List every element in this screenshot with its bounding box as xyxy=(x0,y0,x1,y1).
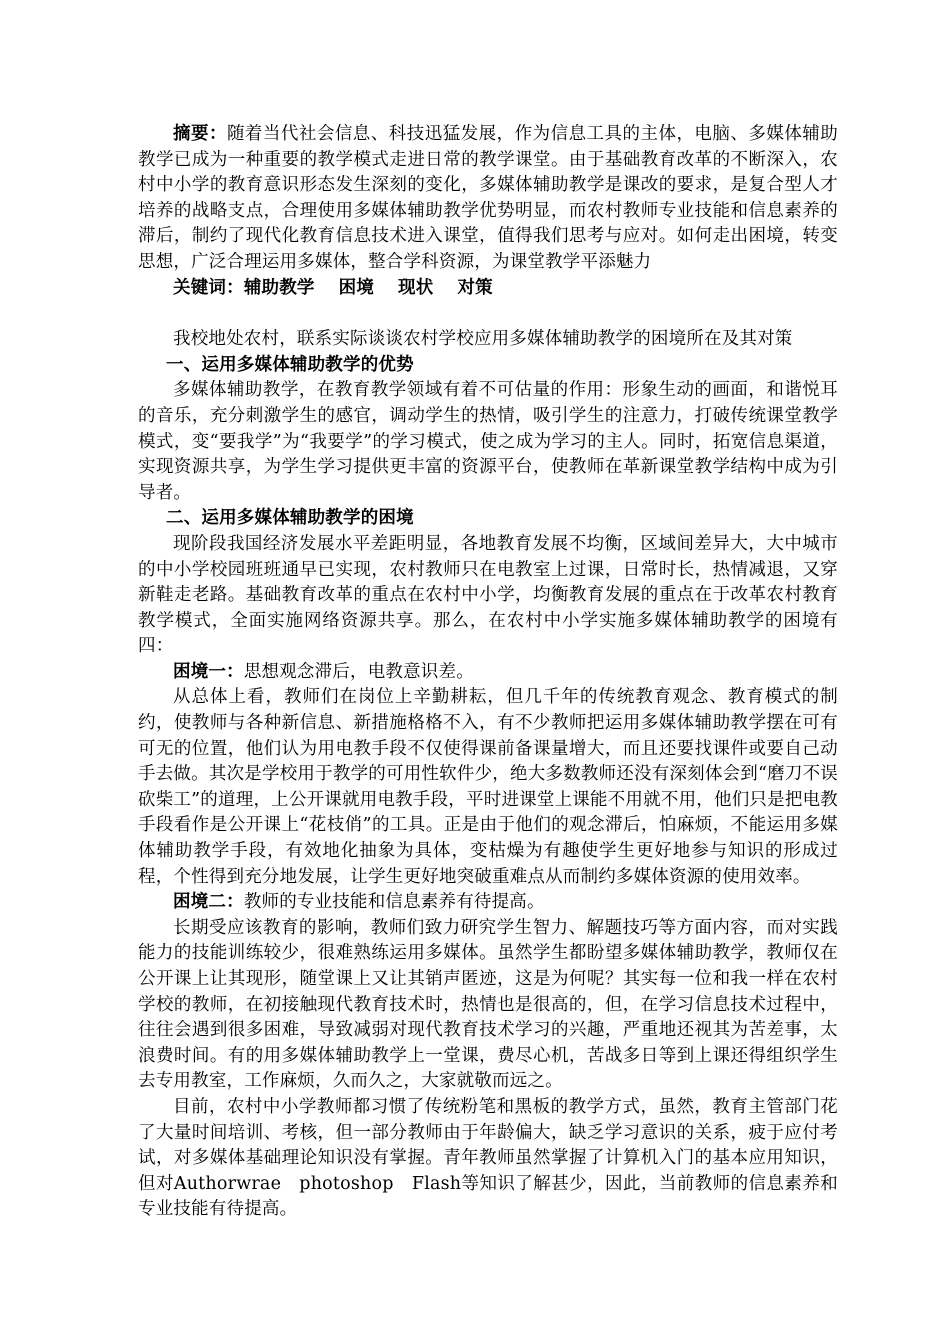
dilemma-2-title: 教师的专业技能和信息素养有待提高。 xyxy=(243,892,545,913)
section-1-paragraph: 多媒体辅助教学，在教育教学领域有着不可估量的作用：形象生动的画面，和谐悦耳的音乐，充分刺激学生的感官，调动学生的热情，吸引学生的注意力，打破传统课堂教学模式，变“要我学”为“我要学”的学习模式，使之成为学习的主人。同时，拓宽信息渠道，实现资源共享，为学生学习提供更丰富的资源平台，使教师在革新课堂教学结构中成为引导者。 xyxy=(138,380,838,503)
dilemma-1-paragraph: 从总体上看，教师们在岗位上辛勤耕耘，但几千年的传统教育观念、教育模式的制约，使教师与各种新信息、新措施格格不入，有不少教师把运用多媒体辅助教学摆在可有可无的位置，他们认为用电教手段不仅使得课前备课量增大，而且还要找课件或要自己动手去做。其次是学校用于教学的可用性软件少，绝大多数教师还没有深刻体会到“磨刀不误砍柴工”的道理，上公开课就用电教手段，平时进课堂上课能不用就不用，他们只是把电教手段看作是公开课上“花枝俏”的工具。正是由于他们的观念滞后，怕麻烦，不能运用多媒体辅助教学手段，有效地化抽象为具体，变枯燥为有趣使学生更好地参与知识的形成过程，个性得到充分地发展，让学生更好地突破重难点从而制约多媒体资源的使用效率。 xyxy=(138,687,838,887)
intro-paragraph: 我校地处农村，联系实际谈谈农村学校应用多媒体辅助教学的困境所在及其对策 xyxy=(173,329,793,350)
section-2-paragraph: 现阶段我国经济发展水平差距明显，各地教育发展不均衡，区域间差异大，大中城市的中小学校园班班通早已实现，农村教师只在电教室上过课，日常时长，热情减退，又穿新鞋走老路。基础教育改革的重点在农村中小学，均衡教育发展的重点在于改革农村教育教学模式，全面实施网络资源共享。那么，在农村中小学实施多媒体辅助教学的困境有四： xyxy=(138,533,838,657)
dilemma-2-heading xyxy=(138,890,838,916)
dilemma-1-heading xyxy=(138,660,838,686)
dilemma-1-label: 困境一： xyxy=(173,661,244,682)
keywords-label: 关键词： xyxy=(173,277,244,298)
abstract-text: 随着当代社会信息、科技迅猛发展，作为信息工具的主体，电脑、多媒体辅助教学已成为一种重要的教学模式走进日常的教学课堂。由于基础教育改革的不断深入，农村中小学的教育意识形态发生深刻的变化，多媒体辅助教学是课改的要求，是复合型人才培养的战略支点，合理使用多媒体辅助教学优势明显，而农村教师专业技能和信息素养的滞后，制约了现代化教育信息技术进入课堂，值得我们思考与应对。如何走出困境，转变思想，广泛合理运用多媒体，整合学科资源，为课堂教学平添魅力 xyxy=(138,124,838,272)
abstract-paragraph xyxy=(138,122,838,276)
dilemma-1-title: 思想观念滞后，电教意识差。 xyxy=(243,661,474,682)
section-1-heading: 一、运用多媒体辅助教学的优势 xyxy=(166,354,414,375)
keywords-line xyxy=(138,276,838,302)
abstract-label: 摘要： xyxy=(173,124,227,144)
keyword-item: 困境 xyxy=(338,277,375,298)
dilemma-2-paragraph-2: 目前，农村中小学教师都习惯了传统粉笔和黑板的教学方式，虽然，教育主管部门花了大量时间培训、考核，但一部分教师由于年龄偏大，缺乏学习意识的关系，疲于应付考试，对多媒体基础理论知识没有掌握。青年教师虽然掌握了计算机入门的基本应用知识，但对Authorwrae photoshop Flash等知识了解甚少，因此，当前教师的信息素养和专业技能有待提高。 xyxy=(138,1096,838,1220)
section-2-heading: 二、运用多媒体辅助教学的困境 xyxy=(166,508,414,529)
keyword-item: 对策 xyxy=(457,277,493,298)
keyword-item: 辅助教学 xyxy=(243,277,315,298)
keyword-item: 现状 xyxy=(398,277,434,298)
dilemma-2-paragraph-1: 长期受应该教育的影响，教师们致力研究学生智力、解题技巧等方面内容，而对实践能力的技能训练较少，很难熟练运用多媒体。虽然学生都盼望多媒体辅助教学，教师仅在公开课上让其现形，随堂课上又让其销声匿迹，这是为何呢？其实每一位和我一样在农村学校的教师，在初接触现代教育技术时，热情也是很高的，但，在学习信息技术过程中，往往会遇到很多困难，导致减弱对现代教育技术学习的兴趣，严重地还视其为苦差事，太浪费时间。有的用多媒体辅助教学上一堂课，费尽心机，苦战多日等到上课还得组织学生去专用教室，工作麻烦，久而久之，大家就敬而远之。 xyxy=(138,917,838,1092)
dilemma-2-label: 困境二： xyxy=(173,892,244,913)
